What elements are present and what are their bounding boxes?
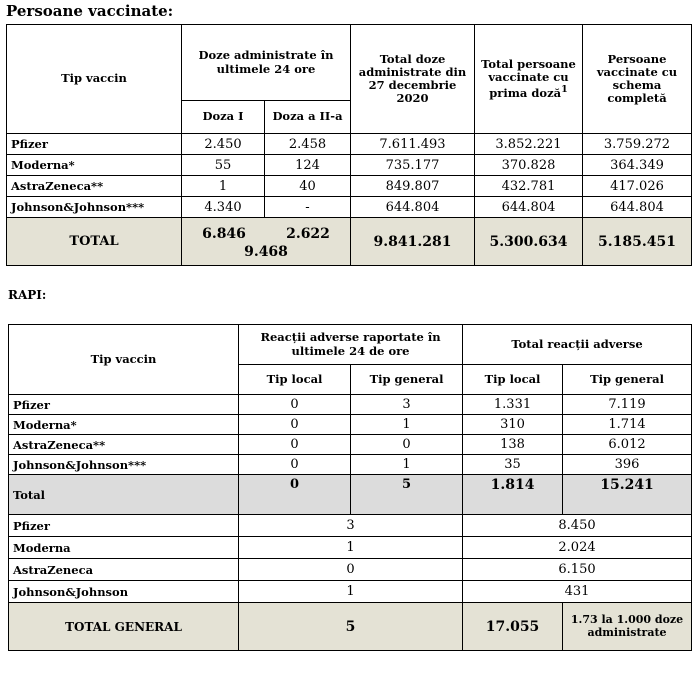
cell-dose-2: -	[265, 197, 351, 218]
total-general-24h: 5	[351, 475, 463, 515]
header-tip-vaccin: Tip vaccin	[9, 325, 239, 395]
cell-dose-2: 124	[265, 155, 351, 176]
total-complete-schema: 5.185.451	[583, 218, 692, 266]
cell-local-total: 1.331	[463, 395, 563, 415]
table-row	[9, 435, 692, 455]
cell-dose-2: 2.458	[265, 134, 351, 155]
vaccine-name: Johnson&Johnson***	[9, 455, 239, 475]
grand-total-label: TOTAL GENERAL	[9, 603, 239, 651]
cell-total-doses: 7.611.493	[351, 134, 475, 155]
cell-local-24h: 0	[239, 455, 351, 475]
cell-reactions-total: 2.024	[463, 537, 692, 559]
cell-dose-1: 2.450	[182, 134, 265, 155]
summary-row	[9, 559, 692, 581]
header-tip-vaccin: Tip vaccin	[7, 25, 182, 134]
total-label: TOTAL	[7, 218, 182, 266]
total-row	[7, 218, 692, 266]
cell-general-total: 1.714	[563, 415, 692, 435]
adverse-reactions-table	[8, 324, 692, 651]
grand-total-reactions: 17.055	[463, 603, 563, 651]
cell-reactions-total: 6.150	[463, 559, 692, 581]
total-doses: 9.841.281	[351, 218, 475, 266]
grand-total-row	[9, 603, 692, 651]
cell-total-doses: 735.177	[351, 155, 475, 176]
summary-row	[9, 537, 692, 559]
summary-row	[9, 515, 692, 537]
cell-complete-schema: 644.804	[583, 197, 692, 218]
vaccine-name: AstraZeneca	[9, 559, 239, 581]
vaccine-name: Johnson&Johnson	[9, 581, 239, 603]
header-general-total: Tip general	[563, 365, 692, 395]
vaccine-name: Pfizer	[7, 134, 182, 155]
vaccine-name: AstraZeneca**	[7, 176, 182, 197]
vaccine-name: Pfizer	[9, 515, 239, 537]
table-row	[7, 155, 692, 176]
cell-general-total: 396	[563, 455, 692, 475]
cell-total-doses: 644.804	[351, 197, 475, 218]
cell-first-dose: 3.852.221	[475, 134, 583, 155]
header-local-total: Tip local	[463, 365, 563, 395]
total-dose-1: 6.846	[202, 225, 246, 242]
table-row	[9, 415, 692, 435]
vaccine-name: Pfizer	[9, 395, 239, 415]
total-24h-cell	[182, 218, 351, 266]
vaccine-name: Moderna*	[9, 415, 239, 435]
cell-dose-1: 4.340	[182, 197, 265, 218]
cell-reactions-total: 431	[463, 581, 692, 603]
grand-total-24h: 5	[239, 603, 463, 651]
cell-local-total: 35	[463, 455, 563, 475]
cell-first-dose: 370.828	[475, 155, 583, 176]
vaccine-name: Johnson&Johnson***	[7, 197, 182, 218]
summary-row	[9, 581, 692, 603]
header-dose-2: Doza a II-a	[265, 101, 351, 134]
cell-general-24h: 0	[351, 435, 463, 455]
cell-reactions-24h: 1	[239, 537, 463, 559]
total-general-total: 15.241	[563, 475, 692, 515]
vaccine-name: Moderna	[9, 537, 239, 559]
cell-reactions-24h: 0	[239, 559, 463, 581]
cell-reactions-24h: 1	[239, 581, 463, 603]
cell-dose-1: 1	[182, 176, 265, 197]
cell-general-total: 6.012	[563, 435, 692, 455]
page-title: Persoane vaccinate:	[6, 2, 174, 20]
total-row	[9, 475, 692, 515]
header-general-24h: Tip general	[351, 365, 463, 395]
cell-first-dose: 432.781	[475, 176, 583, 197]
vaccinated-persons-table	[6, 24, 692, 266]
grand-total-rate: 1.73 la 1.000 doze administrate	[563, 603, 692, 651]
table-row	[9, 455, 692, 475]
cell-local-total: 138	[463, 435, 563, 455]
header-total-reactions: Total reacții adverse	[463, 325, 692, 365]
cell-complete-schema: 3.759.272	[583, 134, 692, 155]
total-label: Total	[9, 475, 239, 515]
table-row	[9, 395, 692, 415]
total-dose-2: 2.622	[286, 225, 330, 242]
header-total-first-dose-word: doză	[531, 86, 562, 101]
cell-reactions-total: 8.450	[463, 515, 692, 537]
header-dose-1: Doza I	[182, 101, 265, 134]
vaccine-name: Moderna*	[7, 155, 182, 176]
cell-complete-schema: 417.026	[583, 176, 692, 197]
total-first-dose: 5.300.634	[475, 218, 583, 266]
cell-local-24h: 0	[239, 435, 351, 455]
table-row	[7, 176, 692, 197]
header-total-first-dose-text: Total persoane vaccinate cu prima	[481, 56, 576, 101]
cell-dose-1: 55	[182, 155, 265, 176]
header-total-first-dose	[475, 25, 583, 134]
header-total-doses: Total doze administrate din 27 decembrie 2020	[351, 25, 475, 134]
rapi-title: RAPI:	[8, 288, 47, 302]
table-row	[7, 134, 692, 155]
header-doses-24h: Doze administrate în ultimele 24 ore	[182, 25, 351, 101]
cell-dose-2: 40	[265, 176, 351, 197]
footnote-marker: 1	[561, 84, 568, 96]
total-local-24h: 0	[239, 475, 351, 515]
cell-first-dose: 644.804	[475, 197, 583, 218]
cell-general-24h: 3	[351, 395, 463, 415]
cell-total-doses: 849.807	[351, 176, 475, 197]
cell-general-total: 7.119	[563, 395, 692, 415]
total-local-total: 1.814	[463, 475, 563, 515]
table-row	[7, 197, 692, 218]
cell-general-24h: 1	[351, 415, 463, 435]
cell-local-24h: 0	[239, 415, 351, 435]
total-24h-sum: 9.468	[244, 243, 288, 260]
vaccine-name: AstraZeneca**	[9, 435, 239, 455]
header-local-24h: Tip local	[239, 365, 351, 395]
cell-complete-schema: 364.349	[583, 155, 692, 176]
cell-local-24h: 0	[239, 395, 351, 415]
cell-general-24h: 1	[351, 455, 463, 475]
header-complete-schema: Persoane vaccinate cu schema completă	[583, 25, 692, 134]
cell-local-total: 310	[463, 415, 563, 435]
header-reactions-24h: Reacții adverse raportate în ultimele 24 de ore	[239, 325, 463, 365]
cell-reactions-24h: 3	[239, 515, 463, 537]
